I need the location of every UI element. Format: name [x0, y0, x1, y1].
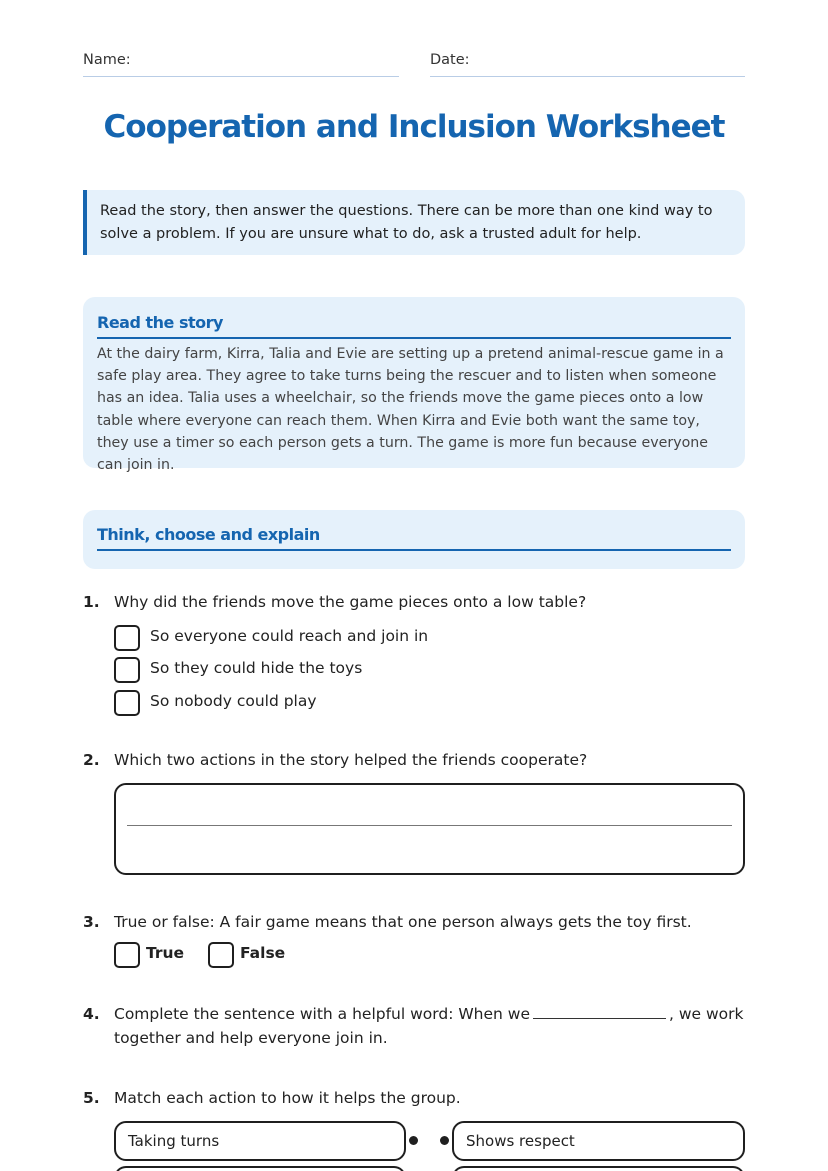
answer-line	[127, 825, 732, 826]
story-heading: Read the story	[97, 313, 731, 339]
question-number: 5.	[83, 1089, 100, 1107]
name-label: Name:	[83, 52, 131, 68]
name-field[interactable]	[83, 52, 399, 77]
date-field[interactable]	[430, 52, 745, 77]
question-number: 1.	[83, 593, 100, 611]
worksheet-title: Cooperation and Inclusion Worksheet	[103, 109, 725, 145]
option-label: So they could hide the toys	[150, 659, 363, 677]
q2-answer-box[interactable]	[114, 783, 745, 875]
option-label: So nobody could play	[150, 692, 317, 710]
option-label: False	[240, 944, 286, 962]
checkbox[interactable]	[114, 625, 140, 651]
question-text: Match each action to how it helps the group.	[114, 1089, 461, 1107]
question-text: Which two actions in the story helped the friends cooperate?	[114, 751, 588, 769]
match-right-item[interactable]: Shows respect	[452, 1121, 745, 1161]
question-number: 4.	[83, 1005, 100, 1023]
sentence-start: Complete the sentence with a helpful word: When we	[114, 1005, 531, 1023]
question-text: True or false: A fair game means that one person always gets the toy first.	[114, 913, 692, 931]
question-text	[114, 1002, 748, 1050]
header-fields	[83, 52, 745, 78]
checkbox[interactable]	[114, 942, 140, 968]
question-number: 3.	[83, 913, 100, 931]
option-label: True	[146, 944, 185, 962]
match-dot-right[interactable]	[440, 1136, 449, 1145]
fill-in-blank[interactable]	[533, 1003, 666, 1019]
sentence-end: , we work together and help everyone join in.	[114, 1005, 744, 1047]
story-panel	[83, 297, 745, 474]
section-panel	[83, 510, 745, 569]
match-right-item-next[interactable]	[452, 1166, 745, 1171]
question-text: Why did the friends move the game pieces onto a low table?	[114, 593, 587, 611]
checkbox[interactable]	[114, 690, 140, 716]
match-dot-left[interactable]	[409, 1136, 418, 1145]
checkbox[interactable]	[114, 657, 140, 683]
match-left-item-next[interactable]	[114, 1166, 406, 1171]
checkbox[interactable]	[208, 942, 234, 968]
question-number: 2.	[83, 751, 100, 769]
match-left-item[interactable]: Taking turns	[114, 1121, 406, 1161]
instructions-callout: Read the story, then answer the questions. There can be more than one kind way to solve a problem. If you are unsure what to do, ask a trusted adult for help.	[83, 190, 745, 255]
date-label: Date:	[430, 52, 470, 68]
section-heading: Think, choose and explain	[97, 525, 731, 551]
option-label: So everyone could reach and join in	[150, 627, 429, 645]
story-text: At the dairy farm, Kirra, Talia and Evie are setting up a pretend animal-rescue game in a safe play area. They agree to take turns being the rescuer and to listen when someone has an idea. Talia uses a wheelchair, so the friends move the game pieces onto a low table where everyone can reach them. When Kirra and Evie both want the same toy, they use a timer so each person gets a turn. The game is more fun because everyone can join in.	[97, 346, 724, 474]
